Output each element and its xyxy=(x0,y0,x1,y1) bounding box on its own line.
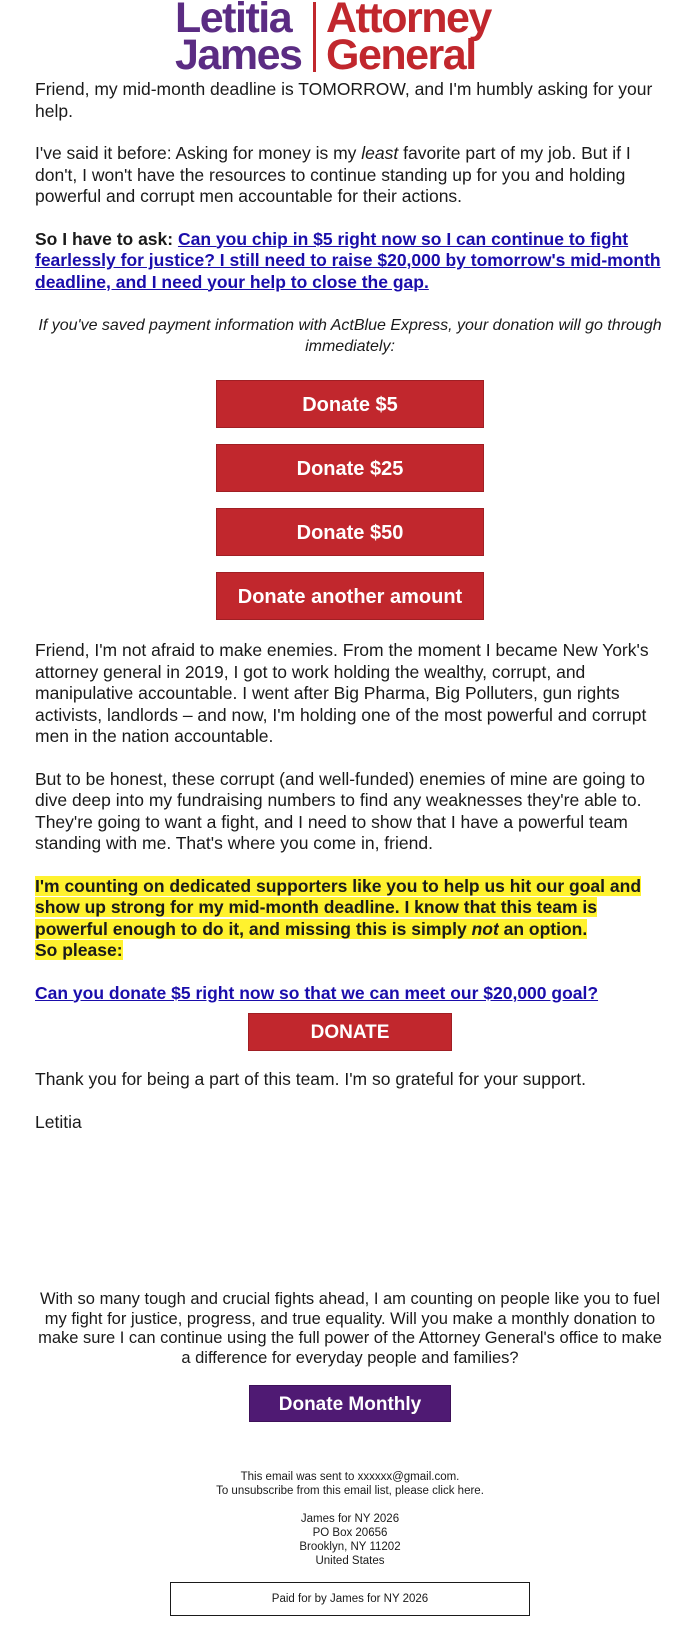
donate-5-button[interactable]: Donate $5 xyxy=(216,380,484,428)
address-line-1: James for NY 2026 xyxy=(300,1513,400,1525)
logo-divider xyxy=(313,2,316,72)
sent-to-text: This email was sent to xyxy=(240,1471,358,1483)
logo-last-name: James xyxy=(175,31,302,79)
chip-in-link[interactable]: Can you chip in $5 right now so I can continue to fight fearlessly for justice? I still need to raise $20,000 by tomorrow's mid-month deadline, and I need your help to close the gap. xyxy=(35,228,661,292)
honest-paragraph: But to be honest, these corrupt (and well-funded) enemies of mine are going to dive deep into my fundraising numbers to find any weaknesses they're able to. They're going to want a fight, and I need to show that I have a powerful team standing with me. That's where you come in, friend. xyxy=(35,768,645,853)
monthly-pitch: With so many tough and crucial fights ahead, I am counting on people like you to fuel my fight for justice, progress, and true equality. Will you make a monthly donation to make sure I can continue using the full power of the Attorney General's office to make a difference for everyday people and families? xyxy=(38,1290,662,1367)
donate-button[interactable]: DONATE xyxy=(248,1013,452,1051)
logo-name xyxy=(175,0,309,79)
money-text-emphasis: least xyxy=(361,143,399,163)
donate-25-button[interactable]: Donate $25 xyxy=(216,444,484,492)
actblue-note: If you've saved payment information with ActBlue Express, your donation will go through immediately: xyxy=(38,317,662,355)
sent-to-email: xxxxxx@gmail.com xyxy=(357,1471,457,1483)
logo-first-name: Letitia xyxy=(175,0,292,42)
counting-emphasis-wrap xyxy=(472,919,499,939)
so-please-text: So please: xyxy=(35,940,123,960)
address-line-4: United States xyxy=(315,1555,385,1567)
unsubscribe-link[interactable]: click here xyxy=(432,1485,481,1497)
campaign-logo xyxy=(175,0,525,79)
signature: Letitia xyxy=(35,1111,82,1132)
intro-paragraph: Friend, my mid-month deadline is TOMORROW, and I'm humbly asking for your help. xyxy=(35,79,653,121)
ask-lead: So I have to ask: xyxy=(35,228,178,249)
enemies-paragraph: Friend, I'm not afraid to make enemies. From the moment I became New York's attorney general in 2019, I got to work holding the wealthy, corrupt, and manipulative accountable. I went after Big Pharma, Big Polluters, gun rights activists, landlords – and now, I'm holding one of the most powerful and corrupt men in the nation accountable. xyxy=(35,640,649,746)
logo-title-line2: General xyxy=(326,31,476,79)
address-line-2: PO Box 20656 xyxy=(312,1527,388,1539)
donate-monthly-button[interactable]: Donate Monthly xyxy=(249,1385,451,1422)
paid-for-disclaimer: Paid for by James for NY 2026 xyxy=(170,1582,530,1616)
money-text-pre: I've said it before: Asking for money is my xyxy=(35,143,362,163)
sent-to-end: . xyxy=(456,1471,460,1483)
money-paragraph xyxy=(35,143,665,208)
email-body xyxy=(35,79,665,1133)
unsubscribe-text: To unsubscribe from this email list, please xyxy=(216,1485,433,1497)
counting-paragraph xyxy=(35,876,665,962)
donate-goal-paragraph xyxy=(35,983,665,1005)
donate-goal-link[interactable]: Can you donate $5 right now so that we can meet our $20,000 goal? xyxy=(35,982,599,1003)
mailing-address xyxy=(100,1512,600,1568)
unsubscribe-line xyxy=(100,1484,600,1498)
donate-other-button[interactable]: Donate another amount xyxy=(216,572,484,620)
counting-text-pre: I'm counting on dedicated supporters like you to help us hit our goal and show up strong for my mid-month deadline. I know that this team is powerful enough to do it, and missing this is simply xyxy=(35,875,642,939)
counting-text-post: an option. xyxy=(498,918,588,939)
thanks-paragraph: Thank you for being a part of this team. I'm so grateful for your support. xyxy=(35,1069,586,1089)
address-line-3: Brooklyn, NY 11202 xyxy=(299,1541,401,1553)
donate-50-button[interactable]: Donate $50 xyxy=(216,508,484,556)
logo-title-line1: Attorney xyxy=(326,0,491,42)
money-text-post: favorite part of my job. But if I don't, I won't have the resources to continue standing up for you and holding powerful and corrupt men accountable for their actions. xyxy=(35,143,631,206)
counting-emphasis: not xyxy=(471,918,499,939)
footer-notice xyxy=(100,1470,600,1498)
logo-title xyxy=(326,0,491,79)
unsubscribe-end: . xyxy=(480,1485,484,1497)
ask-paragraph xyxy=(35,229,665,294)
sent-to-line xyxy=(100,1470,600,1484)
